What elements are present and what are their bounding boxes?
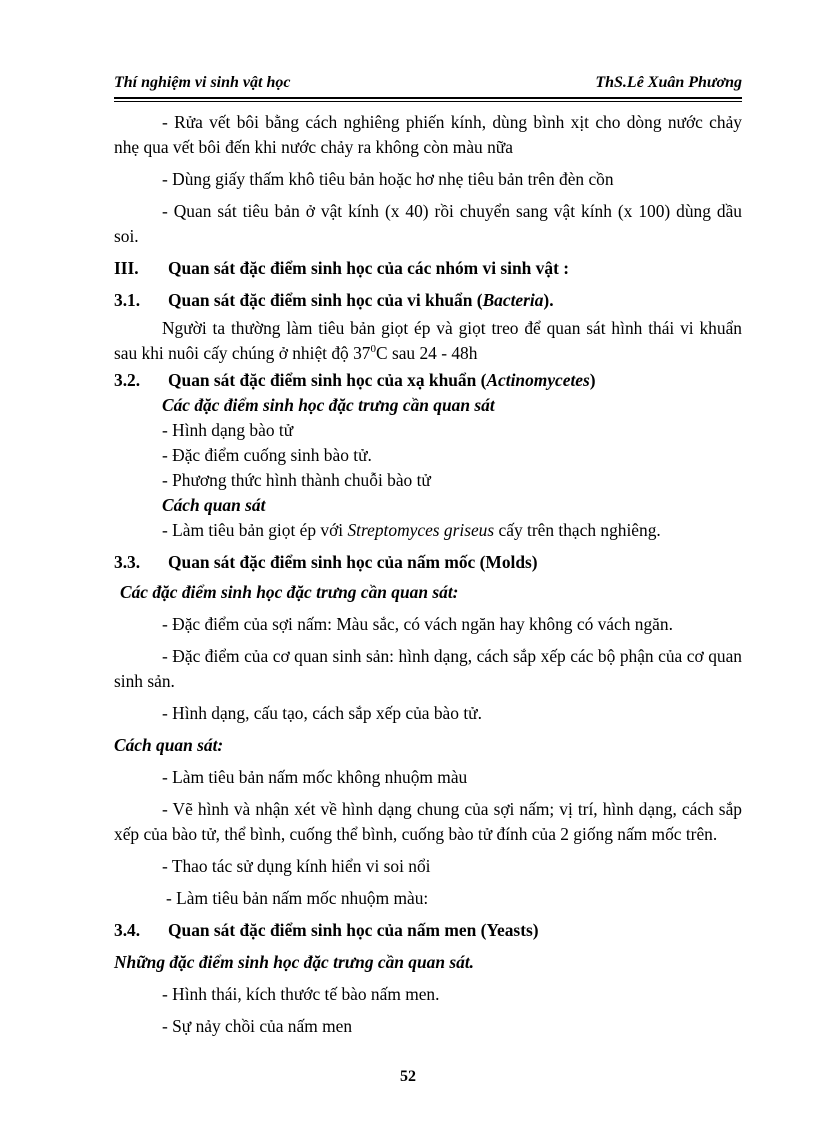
- section-heading-3: [114, 256, 742, 281]
- section-number: 3.3.: [114, 552, 141, 572]
- subheading-features: Các đặc điểm sinh học đặc trưng cần quan sát:: [120, 582, 459, 602]
- section-number: 3.4.: [114, 920, 141, 940]
- header-rule-thin: [114, 101, 742, 102]
- list-item: - Vẽ hình và nhận xét về hình dạng chung của sợi nấm; vị trí, hình dạng, cách sắp xếp của bào tử, thể bình, cuống thể bình, cuống bào tử đính của 2 giống nấm mốc trên.: [114, 799, 742, 844]
- section-title: Quan sát đặc điểm sinh học của nấm mốc (Molds): [168, 552, 538, 572]
- list-text: - Làm tiêu bản giọt ép với: [162, 520, 348, 540]
- paragraph-rinse: - Rửa vết bôi bằng cách nghiêng phiến kính, dùng bình xịt cho dòng nước chảy nhẹ qua vết bôi đến khi nước chảy ra không còn màu nữa: [114, 112, 742, 157]
- section-title: Quan sát đặc điểm sinh học của vi khuẩn (: [168, 290, 483, 310]
- list-item: - Đặc điểm của sợi nấm: Màu sắc, có vách ngăn hay không có vách ngăn.: [162, 614, 673, 634]
- section-title-latin: Bacteria: [482, 290, 544, 310]
- section-title-latin: Actinomycetes: [486, 370, 590, 390]
- list-item: - Làm tiêu bản nấm mốc nhuộm màu:: [166, 888, 429, 908]
- list-item: - Thao tác sử dụng kính hiển vi soi nổi: [162, 856, 431, 876]
- running-header: [114, 74, 742, 96]
- paragraph-text-end: C sau 24 - 48h: [376, 343, 478, 363]
- degree-superscript: 0: [370, 343, 376, 356]
- header-author: ThS.Lê Xuân Phương: [595, 74, 742, 91]
- section-number: 3.2.: [114, 370, 141, 390]
- subheading-features: Các đặc điểm sinh học đặc trưng cần quan sát: [162, 395, 495, 415]
- list-item: - Hình dạng bào tử: [162, 420, 294, 440]
- subheading-features: Những đặc điểm sinh học đặc trưng cần quan sát.: [114, 952, 475, 972]
- list-item: - Sự nảy chồi của nấm men: [162, 1016, 353, 1036]
- list-item: - Đặc điểm cuống sinh bào tử.: [162, 445, 372, 465]
- section-number: III.: [114, 258, 139, 278]
- page-body: [114, 110, 742, 1039]
- subheading-method: Cách quan sát: [162, 495, 266, 515]
- section-title-end: ): [589, 370, 596, 390]
- section-title: Quan sát đặc điểm sinh học của xạ khuẩn (: [168, 370, 487, 390]
- section-title-end: ).: [543, 290, 554, 310]
- paragraph-bacteria: [114, 316, 742, 366]
- subheading-method: Cách quan sát:: [114, 735, 224, 755]
- list-item: [114, 518, 742, 543]
- list-item: - Hình dạng, cấu tạo, cách sắp xếp của bào tử.: [162, 703, 482, 723]
- paragraph-text: Người ta thường làm tiêu bản giọt ép và giọt treo để quan sát hình thái vi khuẩn sau khi nuôi cấy chúng ở nhiệt độ 37: [114, 318, 742, 363]
- list-item: - Phương thức hình thành chuỗi bào tử: [162, 470, 431, 490]
- section-heading-3-1: [114, 288, 742, 313]
- list-item: - Hình thái, kích thước tế bào nấm men.: [162, 984, 440, 1004]
- page-number: 52: [400, 1068, 416, 1085]
- section-heading-3-3: [114, 550, 742, 575]
- section-title: Quan sát đặc điểm sinh học của nấm men (Yeasts): [168, 920, 539, 940]
- header-rule-thick: [114, 97, 742, 99]
- paragraph-observe: - Quan sát tiêu bản ở vật kính (x 40) rồi chuyển sang vật kính (x 100) dùng dầu soi.: [114, 201, 742, 246]
- list-item: - Làm tiêu bản nấm mốc không nhuộm màu: [162, 767, 468, 787]
- section-heading-3-4: [114, 918, 742, 943]
- section-title: Quan sát đặc điểm sinh học của các nhóm vi sinh vật :: [168, 258, 570, 278]
- section-number: 3.1.: [114, 290, 141, 310]
- species-name: Streptomyces griseus: [347, 520, 495, 540]
- section-heading-3-2: [114, 368, 742, 393]
- list-item: - Đặc điểm của cơ quan sinh sản: hình dạng, cách sắp xếp các bộ phận của cơ quan sinh sản.: [114, 646, 742, 691]
- header-course-title: Thí nghiệm vi sinh vật học: [114, 74, 291, 91]
- list-text-end: cấy trên thạch nghiêng.: [494, 520, 661, 540]
- paragraph-dry: - Dùng giấy thấm khô tiêu bản hoặc hơ nhẹ tiêu bản trên đèn cồn: [162, 169, 614, 189]
